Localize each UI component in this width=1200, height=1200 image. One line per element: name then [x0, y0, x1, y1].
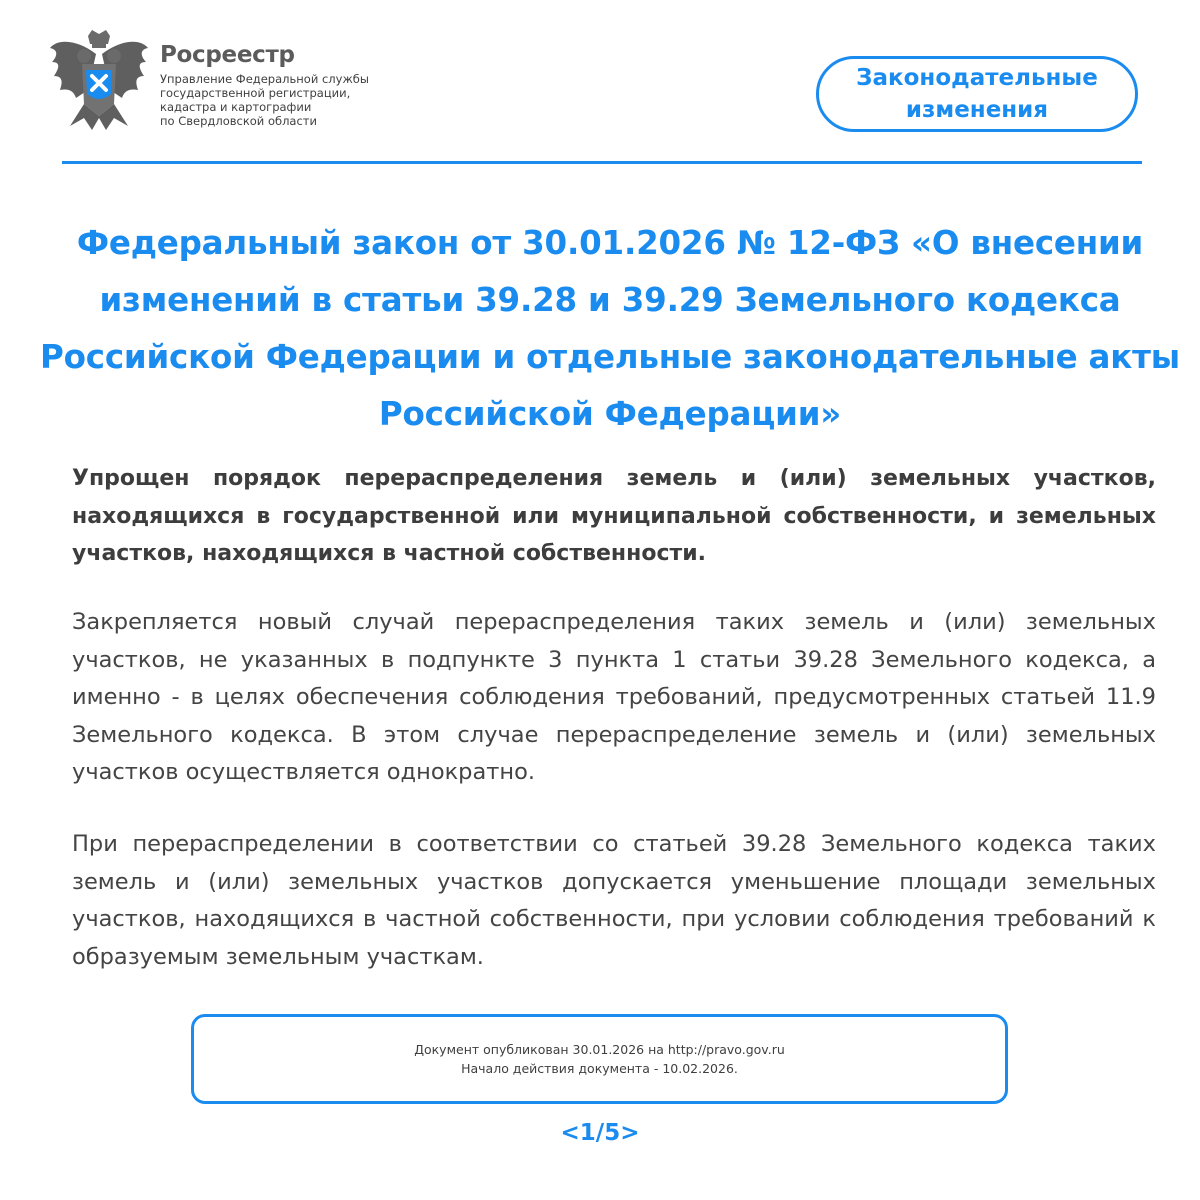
rosreestr-emblem-icon [48, 30, 150, 134]
org-subtitle-line: Управление Федеральной службы [160, 72, 369, 86]
org-subtitle-line: государственной регистрации, [160, 86, 351, 100]
org-name: Росреестр [160, 42, 295, 68]
lead-paragraph: Упрощен порядок перераспределения земель и (или) земельных участков, находящихся в государственной или муниципальной собственности, и земельных участков, находящихся в частной собственности. [72, 466, 1156, 566]
publication-note-box [191, 1014, 1008, 1104]
body-paragraph-1: Закрепляется новый случай перераспределения таких земель и (или) земельных участков, не указанных в подпункте 3 пункта 1 статьи 39.28 Земельного кодекса, а именно - в целях обеспечения соблюдения требований, предусмотренных статьей 11.9 Земельного кодекса. В этом случае перераспределение земель и (или) земельных участков осуществляется однократно. [72, 609, 1156, 785]
org-subtitle [160, 72, 390, 128]
document-title: Федеральный закон от 30.01.2026 № 12-ФЗ «О внесении изменений в статьи 39.28 и 39.29 Земельного кодекса Российской Федерации и отдельные законодательные акты Российской Федерации» [40, 224, 1180, 433]
category-badge-label: Законодательные изменения [856, 65, 1098, 123]
org-subtitle-line: кадастра и картографии [160, 100, 312, 114]
page-indicator: <1/5> [560, 1120, 640, 1146]
body-paragraph-2: При перераспределении в соответствии со статьей 39.28 Земельного кодекса таких земель и (или) земельных участков допускается уменьшение площади земельных участков, находящихся в частной собственности, при условии соблюдения требований к образуемым земельным участкам. [72, 831, 1156, 970]
header-divider [62, 161, 1142, 164]
publication-note: Документ опубликован 30.01.2026 на http://pravo.gov.ru [414, 1042, 785, 1057]
category-badge [816, 56, 1138, 132]
org-subtitle-line: по Свердловской области [160, 114, 317, 128]
effective-date-note: Начало действия документа - 10.02.2026. [461, 1061, 738, 1076]
